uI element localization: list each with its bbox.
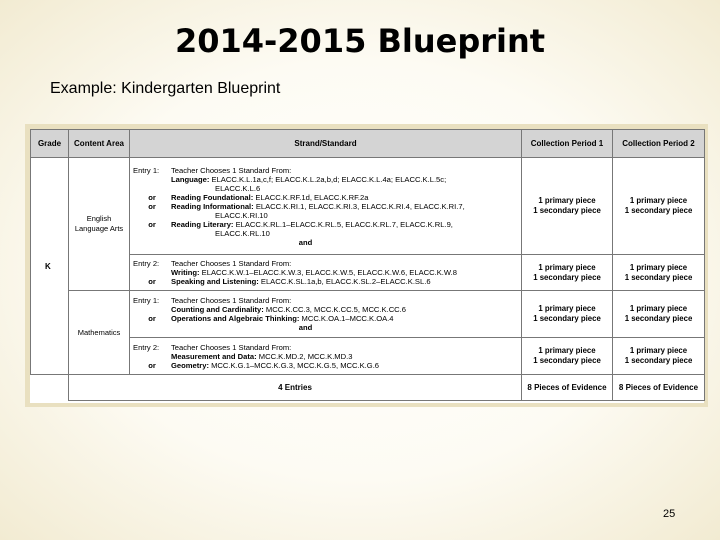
entry-label — [133, 175, 171, 184]
blueprint-table-image — [30, 129, 704, 403]
and-label: and — [298, 237, 313, 247]
ela-entry2-cp1 — [522, 255, 613, 291]
standard-line — [133, 193, 518, 202]
total-entries: 4 Entries — [69, 375, 522, 401]
standard-line — [133, 296, 518, 305]
standard-text — [171, 277, 518, 286]
or-label: or — [148, 360, 156, 370]
primary-piece: 1 primary piece — [538, 346, 596, 355]
secondary-piece: 1 secondary piece — [624, 314, 693, 323]
strand-name: Counting and Cardinality: — [171, 305, 264, 314]
standard-codes: ELACC.K.RF.1d, ELACC.K.RF.2a — [253, 192, 369, 202]
entry-label — [133, 184, 171, 193]
standard-line — [133, 305, 518, 314]
ela-entry1-cp2 — [613, 158, 705, 255]
secondary-piece: 1 secondary piece — [624, 356, 693, 365]
standard-codes: MCC.K.G.1–MCC.K.G.3, MCC.K.G.5, MCC.K.G.6 — [208, 360, 380, 370]
header-strand: Strand/Standard — [130, 130, 522, 158]
secondary-piece: 1 secondary piece — [533, 272, 601, 282]
blueprint-table — [30, 129, 705, 401]
table-header-row — [31, 130, 705, 158]
standard-text — [171, 166, 518, 175]
standard-codes: MCC.K.OA.1–MCC.K.OA.4 — [299, 314, 394, 323]
standard-text — [171, 184, 518, 193]
strand-name: Operations and Algebraic Thinking: — [171, 314, 300, 323]
standard-text — [171, 229, 518, 238]
grade-cell: K — [31, 158, 69, 375]
standard-codes: ELACC.K.W.1–ELACC.K.W.3, ELACC.K.W.5, ELACC.K.W.6, ELACC.K.W.8 — [199, 268, 457, 277]
standard-codes: ELACC.K.L.1a,c,f; ELACC.K.L.2a,b,d; ELACC.K.L.4a; ELACC.K.L.5c; — [209, 174, 447, 184]
primary-piece: 1 primary piece — [629, 262, 688, 272]
ela-entry1 — [130, 158, 522, 255]
standard-text — [171, 175, 518, 184]
standard-line — [133, 229, 518, 238]
or-label: or — [148, 192, 156, 202]
standard-text — [171, 361, 518, 370]
standard-line — [133, 343, 518, 352]
standard-text — [171, 193, 518, 202]
entry-label — [133, 229, 171, 238]
standard-codes: ELACC.K.RI.10 — [215, 210, 268, 220]
content-area-ela: English Language Arts — [69, 158, 130, 291]
standard-text — [171, 202, 518, 211]
standard-codes: Teacher Chooses 1 Standard From: — [171, 296, 292, 305]
standard-text — [171, 352, 518, 361]
slide-title: 2014-2015 Blueprint — [174, 22, 546, 60]
standard-line — [133, 352, 518, 361]
standard-codes: MCC.K.MD.2, MCC.K.MD.3 — [256, 351, 353, 361]
math-entry1-cp1 — [522, 291, 613, 338]
primary-piece: 1 primary piece — [538, 304, 596, 313]
standard-codes: ELACC.K.L.6 — [215, 183, 261, 193]
standard-line — [133, 277, 518, 286]
strand-name: Writing: — [171, 268, 200, 277]
primary-piece: 1 primary piece — [629, 196, 688, 205]
standard-line — [133, 184, 518, 193]
standard-text — [171, 296, 518, 305]
primary-piece: 1 primary piece — [629, 346, 688, 355]
strand-name: Reading Literary: — [171, 219, 234, 229]
entry-label: Entry 1: — [133, 165, 160, 175]
standard-text — [171, 314, 518, 323]
standard-text — [171, 268, 518, 277]
entry-label — [133, 211, 171, 220]
entry-label: Entry 2: — [133, 342, 160, 352]
table-row — [31, 291, 705, 338]
page-number: 25 — [663, 508, 676, 520]
standard-codes: ELACC.K.SL.1a,b, ELACC.K.SL.2–ELACC.K.SL.6 — [258, 277, 431, 286]
standard-codes: Teacher Chooses 1 Standard From: — [171, 259, 292, 268]
standard-line — [133, 211, 518, 220]
strand-name: Geometry: — [171, 360, 209, 370]
primary-piece: 1 primary piece — [629, 304, 688, 313]
total-cp1: 8 Pieces of Evidence — [522, 375, 613, 401]
standard-text — [171, 305, 518, 314]
standard-codes: ELACC.K.RL.10 — [215, 228, 270, 238]
strand-name: Measurement and Data: — [171, 351, 257, 361]
ela-entry1-cp1 — [522, 158, 613, 255]
ela-entry2-cp2 — [613, 255, 705, 291]
or-label: or — [148, 314, 156, 323]
empty-cell — [31, 375, 69, 401]
entry-label: Entry 2: — [133, 259, 160, 268]
math-entry1-cp2 — [613, 291, 705, 338]
total-cp2: 8 Pieces of Evidence — [613, 375, 705, 401]
slide-subtitle: Example: Kindergarten Blueprint — [50, 80, 281, 97]
standard-text — [171, 220, 518, 229]
strand-name: Reading Foundational: — [171, 192, 254, 202]
standard-codes: ELACC.K.RL.1–ELACC.K.RL.5, ELACC.K.RL.7, ELACC.K.RL.9, — [233, 219, 453, 229]
entry-label — [133, 305, 171, 314]
secondary-piece: 1 secondary piece — [533, 356, 601, 365]
standard-text — [171, 211, 518, 220]
strand-name: Reading Informational: — [171, 201, 254, 211]
primary-piece: 1 primary piece — [538, 196, 596, 205]
secondary-piece: 1 secondary piece — [624, 206, 693, 215]
ela-entry2 — [130, 255, 522, 291]
table-row — [31, 338, 705, 375]
standard-text — [171, 343, 518, 352]
strand-name: Speaking and Listening: — [171, 277, 259, 286]
math-entry2 — [130, 338, 522, 375]
standard-codes: MCC.K.CC.3, MCC.K.CC.5, MCC.K.CC.6 — [263, 305, 406, 314]
table-row — [31, 158, 705, 255]
header-grade: Grade — [31, 130, 69, 158]
and-label: and — [298, 323, 313, 332]
math-entry2-cp1 — [522, 338, 613, 375]
math-entry2-cp2 — [613, 338, 705, 375]
entry-label — [133, 352, 171, 361]
entry-label — [133, 268, 171, 277]
standard-line — [133, 166, 518, 175]
table-total-row — [31, 375, 705, 401]
header-cp2: Collection Period 2 — [613, 130, 705, 158]
standard-line — [133, 202, 518, 211]
standard-line — [133, 314, 518, 323]
math-entry1 — [130, 291, 522, 338]
strand-name: Language: — [171, 174, 210, 184]
table-row — [31, 255, 705, 291]
content-area-math: Mathematics — [69, 291, 130, 375]
standard-codes: Teacher Chooses 1 Standard From: — [171, 342, 292, 352]
secondary-piece: 1 secondary piece — [533, 314, 601, 323]
or-label: or — [148, 219, 156, 229]
entry-label: Entry 1: — [133, 296, 160, 305]
standard-codes: Teacher Chooses 1 Standard From: — [171, 165, 292, 175]
standard-codes: ELACC.K.RI.1, ELACC.K.RI.3, ELACC.K.RI.4, ELACC.K.RI.7, — [253, 201, 465, 211]
standard-line — [133, 259, 518, 268]
standard-text — [171, 259, 518, 268]
standard-line — [133, 220, 518, 229]
or-label: or — [148, 277, 156, 286]
secondary-piece: 1 secondary piece — [624, 272, 693, 282]
secondary-piece: 1 secondary piece — [533, 206, 601, 215]
header-cp1: Collection Period 1 — [522, 130, 613, 158]
standard-line — [133, 361, 518, 370]
standard-line — [133, 175, 518, 184]
or-label: or — [148, 201, 156, 211]
standard-line — [133, 268, 518, 277]
primary-piece: 1 primary piece — [538, 262, 596, 272]
header-content-area: Content Area — [69, 130, 130, 158]
